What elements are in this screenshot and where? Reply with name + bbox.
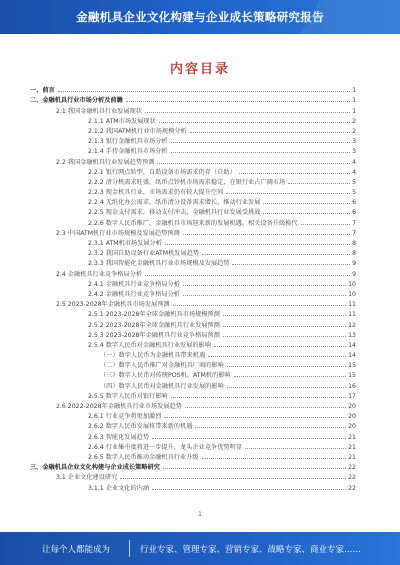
toc-leader-dots bbox=[164, 417, 346, 418]
toc-leader-dots bbox=[183, 295, 346, 296]
toc-leader-dots bbox=[126, 101, 350, 102]
toc-entry[interactable] bbox=[30, 318, 356, 328]
toc-entry[interactable] bbox=[30, 155, 356, 165]
toc-entry-title: 2.1.2 我国ATM机行业市场规模分析 bbox=[88, 127, 187, 135]
table-of-contents bbox=[30, 84, 356, 492]
toc-entry-page: 20 bbox=[348, 413, 356, 421]
toc-entry-title: 2.2.1 银行网点转型，自助设备市场需求仍存（自助） bbox=[88, 168, 236, 176]
toc-entry-title: 2.5.5 数字人民币对银行影响 bbox=[88, 392, 168, 400]
toc-entry-page: 22 bbox=[348, 474, 356, 482]
toc-entry[interactable] bbox=[30, 227, 356, 237]
toc-entry-page: 22 bbox=[348, 464, 356, 472]
toc-leader-dots bbox=[152, 438, 346, 439]
toc-leader-dots bbox=[171, 152, 350, 153]
toc-leader-dots bbox=[183, 234, 350, 235]
footer-divider bbox=[129, 540, 130, 557]
toc-entry[interactable] bbox=[30, 430, 356, 440]
toc-entry-page: 21 bbox=[348, 453, 356, 461]
toc-leader-dots bbox=[301, 224, 351, 225]
toc-entry[interactable] bbox=[30, 186, 356, 196]
toc-entry[interactable] bbox=[30, 115, 356, 125]
toc-entry[interactable] bbox=[30, 278, 356, 288]
toc-entry-page: 6 bbox=[352, 199, 356, 207]
toc-entry-page: 21 bbox=[348, 443, 356, 451]
toc-entry-page: 2 bbox=[352, 127, 356, 135]
toc-leader-dots bbox=[185, 407, 346, 408]
toc-entry-title: 2.2.5 现金支付需求，移动支付冲击，金融机具行业发展受挑战 bbox=[88, 209, 261, 217]
toc-entry[interactable] bbox=[30, 441, 356, 451]
toc-entry-title: 2.5.2 2023-2028年全球金融机具行业发展预测 bbox=[88, 321, 220, 329]
toc-entry[interactable] bbox=[30, 481, 356, 491]
toc-leader-dots bbox=[183, 285, 346, 286]
toc-entry-page: 1 bbox=[352, 87, 356, 95]
toc-entry-page: 9 bbox=[352, 270, 356, 278]
toc-entry[interactable] bbox=[30, 349, 356, 359]
toc-entry[interactable] bbox=[30, 267, 356, 277]
toc-entry-page: 6 bbox=[352, 209, 356, 217]
toc-entry-page: 12 bbox=[348, 321, 356, 329]
toc-entry-title: 2.1.4 手持金融机具市场分析 bbox=[88, 148, 168, 156]
toc-entry[interactable] bbox=[30, 135, 356, 145]
toc-entry-page: 5 bbox=[352, 189, 356, 197]
toc-entry-page: 11 bbox=[348, 311, 356, 319]
toc-entry-title: 2.1.3 银行金融机具市场分析 bbox=[88, 138, 168, 146]
toc-entry[interactable] bbox=[30, 298, 356, 308]
toc-leader-dots bbox=[145, 275, 350, 276]
toc-entry-title: 2.1 我国金融机具行业发展现状 bbox=[56, 107, 143, 115]
toc-entry[interactable] bbox=[30, 125, 356, 135]
toc-entry-page: 13 bbox=[348, 331, 356, 339]
toc-entry-page: 4 bbox=[352, 168, 356, 176]
toc-entry[interactable] bbox=[30, 247, 356, 257]
toc-leader-dots bbox=[58, 91, 350, 92]
toc-entry-page: 8 bbox=[352, 250, 356, 258]
toc-entry-title: 2.2.6 数字人民币推广，金融机具市场迎来新的发展机遇，相关设备升级换代 bbox=[88, 219, 298, 227]
toc-entry[interactable] bbox=[30, 461, 356, 471]
toc-entry[interactable] bbox=[30, 104, 356, 114]
report-title: 金融机具企业文化构建与企业成长策略研究报告 bbox=[76, 10, 324, 24]
toc-entry-title: （四）数字人民币对金融机具行业发展的影响 bbox=[100, 382, 224, 390]
toc-entry-title: 2.1.1 ATM市场发展现状 bbox=[88, 117, 156, 125]
toc-entry-page: 3 bbox=[352, 148, 356, 156]
toc-entry-title: 2.3 中国ATM机行业市场规模及发展趋势预测 bbox=[56, 229, 180, 237]
footer-tagline: 行业专家、管理专家、营销专家、战略专家、商业专家…… bbox=[140, 545, 362, 555]
toc-leader-dots bbox=[288, 183, 350, 184]
toc-entry[interactable] bbox=[30, 410, 356, 420]
toc-entry[interactable] bbox=[30, 237, 356, 247]
toc-leader-dots bbox=[227, 366, 346, 367]
toc-entry-title: 2.3.1 ATM机市场发展分析 bbox=[88, 240, 162, 247]
toc-entry-title: 2.6 2022-2028年金融机具行业市场发展趋势 bbox=[56, 403, 182, 410]
toc-entry-title: 2.6.1 行业竞争将更加激烈 bbox=[88, 413, 162, 421]
toc-entry-title: （二）数字人民币推广对金融机具厂商的影响 bbox=[100, 362, 224, 370]
toc-entry[interactable] bbox=[30, 359, 356, 369]
toc-title: 内容目录 bbox=[169, 62, 230, 77]
toc-entry[interactable] bbox=[30, 84, 356, 94]
toc-entry-title: 2.5.3 2023-2028年金融机具行业竞争格局预测 bbox=[88, 331, 220, 339]
toc-leader-dots bbox=[223, 315, 346, 316]
toc-entry[interactable] bbox=[30, 288, 356, 298]
toc-entry-title: （一）数字人民币为金融机具带来机遇 bbox=[100, 352, 206, 360]
toc-entry-title: 2.3.2 我国自助设备行业ATM机发展趋势 bbox=[88, 250, 200, 258]
toc-entry-title: 2.6.3 智能化发展趋势 bbox=[88, 433, 150, 441]
toc-entry[interactable] bbox=[30, 369, 356, 379]
toc-entry-title: 3.1.1 企业文化的内涵 bbox=[88, 484, 150, 492]
toc-entry-page: 14 bbox=[348, 352, 356, 360]
toc-entry-page: 11 bbox=[348, 301, 356, 309]
toc-entry[interactable] bbox=[30, 176, 356, 186]
toc-entry-page: 15 bbox=[348, 362, 356, 370]
toc-entry-title: 2.5 2023-2028年金融机具市场发展预测 bbox=[56, 301, 170, 309]
toc-entry-page: 16 bbox=[348, 382, 356, 390]
toc-entry-page: 14 bbox=[348, 341, 356, 349]
toc-entry-page: 10 bbox=[348, 280, 356, 288]
toc-entry[interactable] bbox=[30, 379, 356, 389]
toc-leader-dots bbox=[223, 326, 346, 327]
toc-entry-page: 1 bbox=[352, 107, 356, 115]
toc-leader-dots bbox=[202, 254, 350, 255]
toc-entry-title: 2.6.4 行业集中度将进一步提升，龙头企业竞争优势明显 bbox=[88, 443, 242, 451]
toc-leader-dots bbox=[171, 142, 350, 143]
toc-entry-page: 20 bbox=[348, 423, 356, 431]
toc-leader-dots bbox=[239, 173, 350, 174]
toc-entry[interactable] bbox=[30, 400, 356, 410]
toc-entry-title: 2.3.3 我国智能化金融机具行业市场规模及发展趋势 bbox=[88, 260, 230, 268]
toc-entry-title: 一、前言 bbox=[30, 87, 55, 95]
toc-entry[interactable] bbox=[30, 206, 356, 216]
toc-leader-dots bbox=[157, 163, 350, 164]
toc-entry-page: 7 bbox=[352, 219, 356, 227]
toc-entry-title: 2.4.1 金融机具行业竞争格局分析 bbox=[88, 280, 180, 288]
toc-leader-dots bbox=[190, 132, 350, 133]
toc-entry-page: 7 bbox=[352, 229, 356, 237]
toc-entry-title: 2.4.2 金融机具行业竞争格局分析 bbox=[88, 290, 180, 298]
footer-slogan: 让每个人都能成为 bbox=[42, 545, 111, 555]
toc-entry[interactable] bbox=[30, 451, 356, 461]
toc-entry-page: 10 bbox=[348, 290, 356, 298]
toc-entry-title: 三、金融机具企业文化构建与企业成长策略研究 bbox=[30, 464, 160, 472]
header-banner bbox=[0, 0, 400, 34]
toc-leader-dots bbox=[226, 193, 350, 194]
toc-entry-title: 二、金融机具行业市场分析及前瞻 bbox=[30, 97, 123, 105]
toc-entry-page: 5 bbox=[352, 178, 356, 186]
toc-leader-dots bbox=[214, 346, 346, 347]
toc-entry[interactable] bbox=[30, 145, 356, 155]
toc-entry-page: 1 bbox=[352, 97, 356, 105]
toc-entry[interactable] bbox=[30, 339, 356, 349]
toc-entry-title: 2.5.4 数字人民币对金融机具行业发展的影响 bbox=[88, 341, 211, 349]
toc-entry-page: 3 bbox=[352, 138, 356, 146]
toc-entry-title: 2.2.2 清分机需求旺盛，纸币点钞机市场需求稳定，在银行业占广阔市场 bbox=[88, 178, 286, 186]
toc-leader-dots bbox=[163, 468, 346, 469]
toc-entry-title: 2.2.4 无纸化办公需求，纸币清分设备需求增长，推动行业发展 bbox=[88, 199, 261, 207]
page-number: 1 bbox=[198, 511, 202, 518]
toc-leader-dots bbox=[145, 112, 350, 113]
toc-leader-dots bbox=[263, 203, 350, 204]
toc-entry[interactable] bbox=[30, 329, 356, 339]
toc-leader-dots bbox=[165, 244, 350, 245]
toc-entry[interactable] bbox=[30, 390, 356, 400]
toc-entry-title: 2.4 金融机具行业竞争格局分析 bbox=[56, 270, 143, 278]
toc-entry-page: 8 bbox=[352, 240, 356, 247]
toc-leader-dots bbox=[202, 458, 347, 459]
toc-entry[interactable] bbox=[30, 196, 356, 206]
toc-entry-title: 2.6.5 数字人民币推动金融机具行业升级 bbox=[88, 453, 199, 461]
toc-entry-page: 17 bbox=[348, 392, 356, 400]
toc-entry-page: 9 bbox=[352, 260, 356, 268]
toc-entry[interactable] bbox=[30, 216, 356, 226]
toc-entry-page: 4 bbox=[352, 158, 356, 166]
toc-leader-dots bbox=[152, 489, 346, 490]
toc-entry[interactable] bbox=[30, 308, 356, 318]
toc-leader-dots bbox=[245, 448, 346, 449]
toc-entry[interactable] bbox=[30, 94, 356, 104]
toc-leader-dots bbox=[232, 264, 350, 265]
toc-leader-dots bbox=[171, 397, 347, 398]
toc-entry[interactable] bbox=[30, 166, 356, 176]
toc-entry-title: 2.2 我国金融机具行业发展趋势预测 bbox=[56, 158, 155, 166]
toc-entry-page: 20 bbox=[348, 403, 356, 410]
toc-leader-dots bbox=[208, 356, 346, 357]
toc-leader-dots bbox=[223, 336, 346, 337]
toc-entry[interactable] bbox=[30, 420, 356, 430]
toc-entry-title: （三）数字人民币对传统POS机、ATM机的影响 bbox=[100, 372, 231, 380]
toc-entry-title: 3.1 企业文化建设研究 bbox=[56, 474, 118, 482]
toc-entry-page: 21 bbox=[348, 433, 356, 441]
toc-leader-dots bbox=[173, 305, 347, 306]
toc-entry-page: 2 bbox=[352, 117, 356, 125]
toc-leader-dots bbox=[120, 478, 346, 479]
toc-entry[interactable] bbox=[30, 257, 356, 267]
footer-banner bbox=[0, 532, 400, 565]
toc-entry-title: 2.6.2 数字人民币发展将带来新的机遇 bbox=[88, 423, 193, 431]
toc-leader-dots bbox=[195, 427, 346, 428]
toc-entry-title: 2.5.1 2023-2028年全球金融机具市场规模预测 bbox=[88, 311, 220, 319]
toc-leader-dots bbox=[159, 122, 350, 123]
toc-leader-dots bbox=[234, 376, 347, 377]
toc-entry-title: 2.2.3 现金机具行业，市场需求仍有较大提升空间 bbox=[88, 189, 224, 197]
toc-leader-dots bbox=[263, 213, 350, 214]
toc-entry[interactable] bbox=[30, 471, 356, 481]
toc-entry-page: 22 bbox=[348, 484, 356, 492]
toc-leader-dots bbox=[227, 387, 346, 388]
toc-entry-page: 15 bbox=[348, 372, 356, 380]
